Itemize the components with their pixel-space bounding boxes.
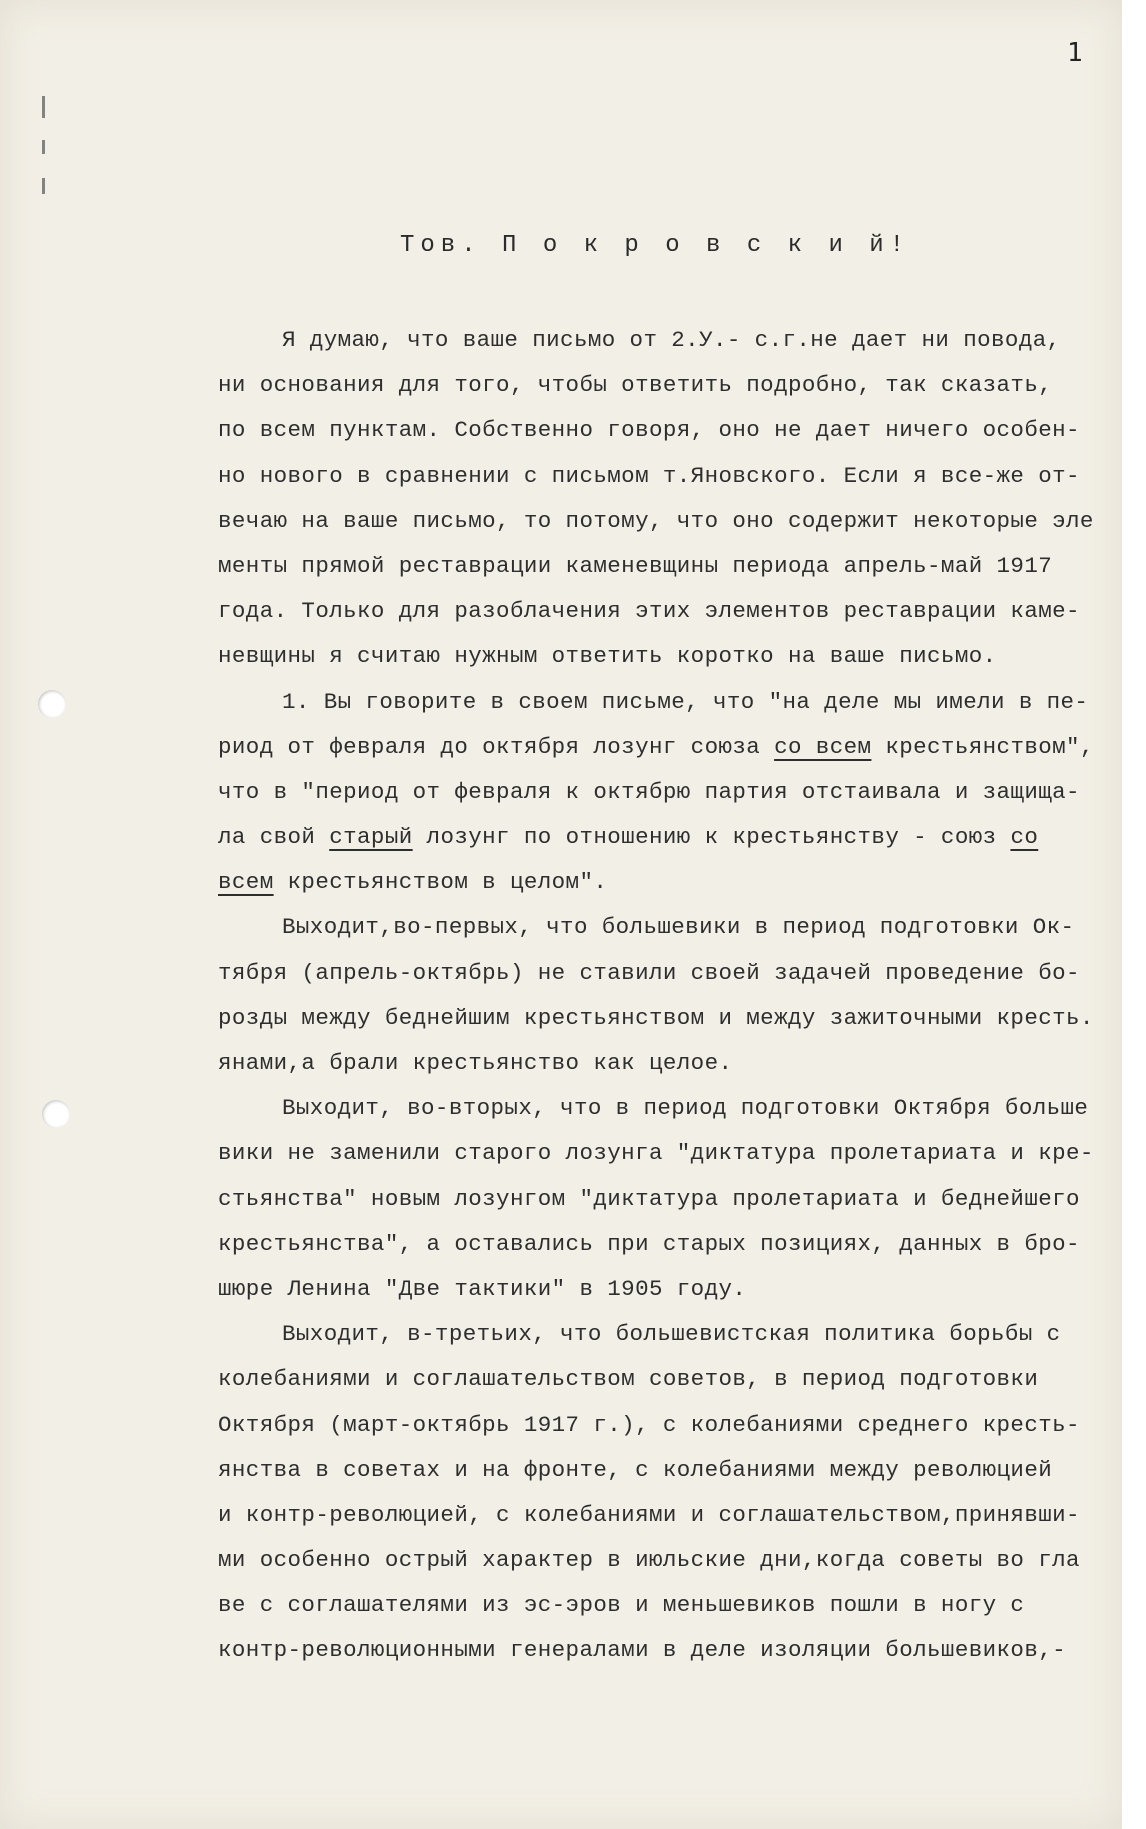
- margin-mark: [42, 140, 45, 154]
- text-fragment: ми особенно острый характер в июльские дни,когда советы во гла: [218, 1547, 1080, 1574]
- text-fragment: Выходит, во-вторых, что в период подготовки Октября больше: [282, 1095, 1089, 1122]
- text-fragment: янства в советах и на фронте, с колебаниями между революцией: [218, 1456, 1053, 1483]
- text-line: [0, 1538, 1122, 1583]
- text-line: [0, 1177, 1122, 1222]
- text-line: [0, 680, 1122, 725]
- text-line: [0, 1086, 1122, 1131]
- text-fragment: Октября (март-октябрь 1917 г.), с колебаниями среднего кресть-: [218, 1411, 1080, 1438]
- text-fragment: вечаю на ваше письмо, то потому, что оно содержит некоторые эле: [218, 507, 1094, 534]
- text-line: [0, 1131, 1122, 1176]
- text-line: [0, 363, 1122, 408]
- letter-body: [0, 318, 1122, 1674]
- text-fragment: и контр-революцией, с колебаниями и соглашательством,принявши-: [218, 1501, 1080, 1528]
- text-line: [0, 318, 1122, 363]
- text-line: [0, 1267, 1122, 1312]
- page-margin: [1122, 0, 1146, 1829]
- text-fragment: крестьянства", а оставались при старых позициях, данных в бро-: [218, 1230, 1080, 1257]
- text-line: [0, 1041, 1122, 1086]
- margin-mark: [42, 96, 45, 118]
- text-line: [0, 1448, 1122, 1493]
- text-line: [0, 589, 1122, 634]
- text-fragment: вики не заменили старого лозунга "диктатура пролетариата и кре-: [218, 1140, 1094, 1167]
- text-fragment: года. Только для разоблачения этих элементов реставрации каме-: [218, 598, 1080, 625]
- text-fragment: но нового в сравнении с письмом т.Яновского. Если я все-же от-: [218, 462, 1080, 489]
- text-fragment: ни основания для того, чтобы ответить подробно, так сказать,: [218, 372, 1053, 399]
- page-number: 1: [1067, 38, 1083, 68]
- text-fragment: ла свой: [218, 824, 330, 851]
- underlined-phrase: со: [1010, 824, 1039, 851]
- text-line: [0, 544, 1122, 589]
- text-fragment: янами,а брали крестьянство как целое.: [218, 1050, 733, 1076]
- text-fragment: риод от февраля до октября лозунг союза: [218, 733, 775, 760]
- text-line: [0, 1222, 1122, 1267]
- text-fragment: ве с соглашателями из эс-эров и меньшевиков пошли в ногу с: [218, 1592, 1025, 1619]
- underlined-phrase: всем: [218, 869, 274, 896]
- underlined-phrase: старый: [329, 824, 413, 851]
- text-line: [0, 454, 1122, 499]
- text-fragment: тября (апрель-октябрь) не ставили своей задачей проведение бо-: [218, 959, 1080, 986]
- margin-mark: [42, 178, 45, 194]
- text-fragment: колебаниями и соглашательством советов, в период подготовки: [218, 1366, 1039, 1393]
- text-fragment: 1. Вы говорите в своем письме, что "на деле мы имели в пе-: [282, 688, 1089, 715]
- text-fragment: невщины я считаю нужным ответить коротко на ваше письмо.: [218, 643, 997, 670]
- text-fragment: розды между беднейшим крестьянством и между зажиточными кресть.: [218, 1004, 1094, 1031]
- text-line: [0, 1583, 1122, 1628]
- text-fragment: по всем пунктам. Собственно говоря, оно не дает ничего особен-: [218, 417, 1080, 444]
- text-fragment: что в "период от февраля к октябрю партия отстаивала и защища-: [218, 778, 1080, 805]
- text-line: [0, 499, 1122, 544]
- text-line: [0, 408, 1122, 453]
- text-line: [0, 770, 1122, 815]
- text-line: [0, 1628, 1122, 1673]
- text-fragment: Выходит,во-первых, что большевики в период подготовки Ок-: [282, 914, 1075, 941]
- text-fragment: крестьянством в целом".: [273, 869, 608, 896]
- letter-salutation: Тов. П о к р о в с к и й!: [400, 232, 911, 259]
- text-line: [0, 1312, 1122, 1357]
- text-fragment: Выходит, в-третьих, что большевистская политика борьбы с: [282, 1321, 1061, 1348]
- text-line: [0, 1403, 1122, 1448]
- text-line: [0, 1357, 1122, 1402]
- text-line: [0, 815, 1122, 860]
- text-fragment: крестьянством",: [871, 733, 1094, 760]
- text-fragment: менты прямой реставрации каменевщины периода апрель-май 1917: [218, 552, 1053, 579]
- text-line: [0, 634, 1122, 679]
- text-fragment: контр-революционными генералами в деле изоляции большевиков,-: [218, 1637, 1067, 1664]
- text-line: [0, 725, 1122, 770]
- text-line: [0, 860, 1122, 905]
- text-fragment: шюре Ленина "Две тактики" в 1905 году.: [218, 1275, 747, 1302]
- text-line: [0, 905, 1122, 950]
- underlined-phrase: со всем: [774, 733, 872, 760]
- text-line: [0, 1493, 1122, 1538]
- text-fragment: Я думаю, что ваше письмо от 2.У.- с.г.не дает ни повода,: [282, 327, 1061, 353]
- text-line: [0, 951, 1122, 996]
- text-fragment: лозунг по отношению к крестьянству - союз: [412, 824, 1011, 851]
- text-line: [0, 996, 1122, 1041]
- text-fragment: стьянства" новым лозунгом "диктатура пролетариата и беднейшего: [218, 1185, 1080, 1212]
